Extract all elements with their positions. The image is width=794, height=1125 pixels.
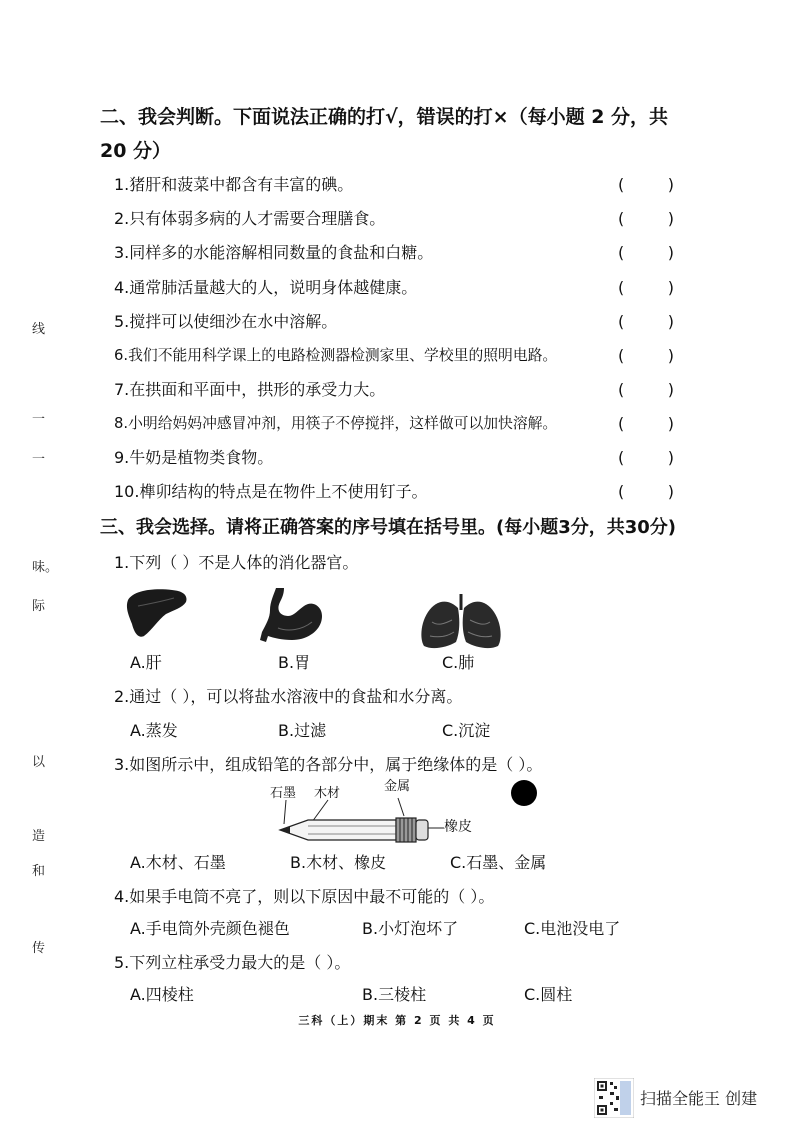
paren-open: (: [618, 175, 625, 194]
answer-paren[interactable]: [618, 443, 674, 473]
margin-char: 传: [32, 941, 46, 956]
q4-option-a: A.手电筒外壳颜色褪色: [130, 919, 290, 938]
judge-item-text: 3.同样多的水能溶解相同数量的食盐和白糖。: [114, 243, 434, 262]
paren-open: (: [618, 414, 625, 433]
margin-char: 一: [32, 412, 46, 427]
lungs-icon: [418, 592, 504, 650]
q2-option-a: A.蒸发: [130, 721, 178, 740]
paren-close: ): [667, 278, 674, 297]
judge-item-text: 10.榫卯结构的特点是在物件上不使用钉子。: [114, 482, 428, 501]
paren-open: (: [618, 209, 625, 228]
answer-paren[interactable]: [618, 477, 674, 507]
judge-item-text: 6.我们不能用科学课上的电路检测器检测家里、学校里的照明电路。: [114, 347, 558, 364]
judge-item-6: [114, 341, 674, 371]
paren-open: (: [618, 278, 625, 297]
q5-option-c: C.圆柱: [524, 985, 573, 1004]
margin-char: 一: [32, 452, 46, 467]
section2-title-line2: 20 分）: [100, 140, 172, 162]
judge-item-2: [114, 204, 674, 234]
judge-item-text: 1.猪肝和菠菜中都含有丰富的碘。: [114, 175, 354, 194]
paren-close: ): [667, 448, 674, 467]
stomach-icon: [258, 584, 326, 644]
judge-item-4: [114, 273, 674, 303]
scanner-watermark: [594, 1078, 784, 1118]
margin-char: 和: [32, 864, 46, 879]
paren-close: ): [667, 482, 674, 501]
judge-item-text: 5.搅拌可以使细沙在水中溶解。: [114, 312, 338, 331]
liver-icon: [124, 586, 190, 640]
paren-close: ): [667, 346, 674, 365]
section2-title: [100, 100, 700, 168]
q1-option-b: B.胃: [278, 653, 311, 672]
margin-char: 造: [32, 829, 46, 844]
page-footer: 三科（上）期末 第 2 页 共 4 页: [298, 1014, 496, 1027]
answer-paren[interactable]: [618, 375, 674, 405]
choice-q1-text: 1.下列（ ）不是人体的消化器官。: [114, 553, 359, 572]
paren-close: ): [667, 414, 674, 433]
q4-option-c: C.电池没电了: [524, 919, 621, 938]
q5-option-b: B.三棱柱: [362, 985, 427, 1004]
section3-title: 三、我会选择。请将正确答案的序号填在括号里。(每小题3分，共30分): [100, 517, 677, 538]
choice-q3-text: 3.如图所示中，组成铅笔的各部分中，属于绝缘体的是（ ）。: [114, 755, 543, 774]
judge-item-1: [114, 170, 674, 200]
q1-option-c: C.肺: [442, 653, 475, 672]
q3-option-b: B.木材、橡皮: [290, 853, 387, 872]
pencil-label-metal: 金属: [384, 779, 411, 794]
judge-item-text: 8.小明给妈妈冲感冒冲剂，用筷子不停搅拌，这样做可以加快溶解。: [114, 415, 558, 432]
paren-open: (: [618, 448, 625, 467]
paren-close: ): [667, 175, 674, 194]
choice-q2-text: 2.通过（ ），可以将盐水溶液中的食盐和水分离。: [114, 687, 463, 706]
paren-open: (: [618, 380, 625, 399]
q5-option-a: A.四棱柱: [130, 985, 194, 1004]
margin-char: 以: [32, 755, 46, 770]
judge-item-7: [114, 375, 674, 405]
margin-char: 味。: [32, 560, 59, 575]
pencil-label-graphite: 石墨: [270, 786, 297, 801]
choice-q5-text: 5.下列立柱承受力最大的是（ ）。: [114, 953, 351, 972]
judge-item-text: 9.牛奶是植物类食物。: [114, 448, 274, 467]
judge-item-8: [114, 409, 674, 439]
margin-char: 线: [32, 322, 46, 337]
pencil-label-wood: 木材: [314, 786, 341, 801]
q1-option-a: A.肝: [130, 653, 162, 672]
pencil-diagram: [276, 796, 446, 844]
judge-item-9: [114, 443, 674, 473]
paren-open: (: [618, 346, 625, 365]
paren-close: ): [667, 312, 674, 331]
answer-paren[interactable]: [618, 273, 674, 303]
watermark-text: 扫描全能王 创建: [640, 1089, 758, 1108]
margin-char: 际: [32, 599, 46, 614]
answer-paren[interactable]: [618, 409, 674, 439]
q4-option-b: B.小灯泡坏了: [362, 919, 459, 938]
answer-paren[interactable]: [618, 341, 674, 371]
judge-item-5: [114, 307, 674, 337]
paren-open: (: [618, 312, 625, 331]
q3-option-a: A.木材、石墨: [130, 853, 226, 872]
qr-code-icon: [594, 1078, 634, 1118]
answer-paren[interactable]: [618, 204, 674, 234]
q3-option-c: C.石墨、金属: [450, 853, 547, 872]
pencil-label-rubber: 橡皮: [444, 819, 472, 835]
answer-paren[interactable]: [618, 238, 674, 268]
paren-open: (: [618, 243, 625, 262]
answer-paren[interactable]: [618, 307, 674, 337]
choice-q4-text: 4.如果手电筒不亮了，则以下原因中最不可能的（ ）。: [114, 887, 495, 906]
section2-title-line1: 二、我会判断。下面说法正确的打√，错误的打×（每小题 2 分，共: [100, 106, 669, 128]
paren-close: ): [667, 243, 674, 262]
judge-item-text: 4.通常肺活量越大的人，说明身体越健康。: [114, 278, 418, 297]
q2-option-c: C.沉淀: [442, 721, 491, 740]
judge-item-text: 7.在拱面和平面中，拱形的承受力大。: [114, 380, 386, 399]
judge-item-3: [114, 238, 674, 268]
answer-paren[interactable]: [618, 170, 674, 200]
black-dot: [510, 779, 538, 807]
judge-item-10: [114, 477, 674, 507]
paren-open: (: [618, 482, 625, 501]
judge-item-text: 2.只有体弱多病的人才需要合理膳食。: [114, 209, 386, 228]
q2-option-b: B.过滤: [278, 721, 327, 740]
paren-close: ): [667, 380, 674, 399]
paren-close: ): [667, 209, 674, 228]
